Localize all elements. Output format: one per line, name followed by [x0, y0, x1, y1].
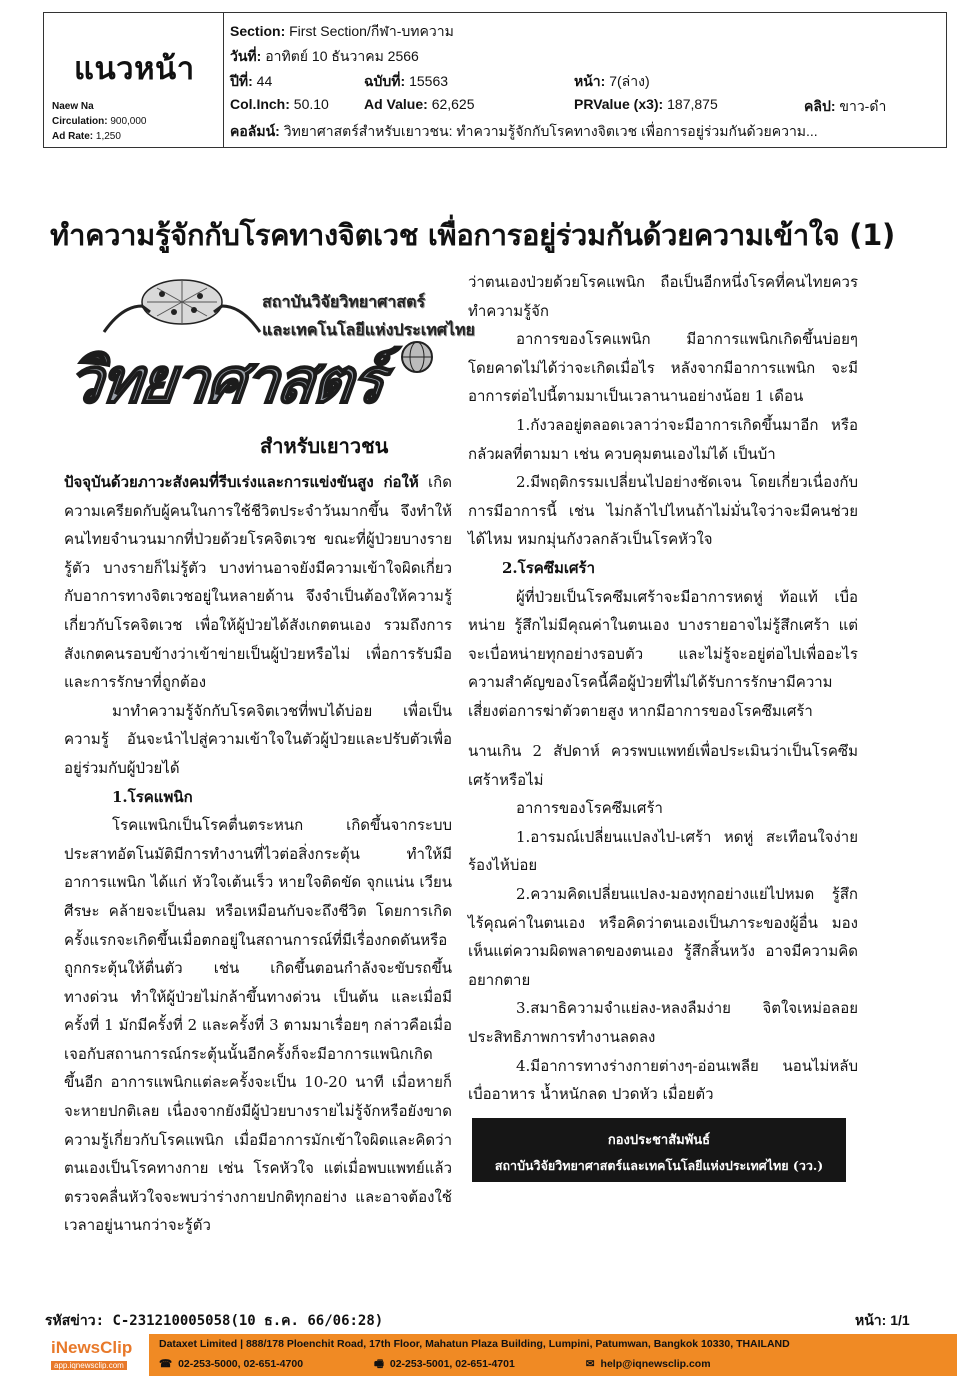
publication-panel [44, 13, 224, 147]
lead-bold-text: ปัจจุบันด้วยภาวะสังคมที่รีบเร่งและการแข่งขันสูง ก่อให้ [64, 473, 419, 491]
year-label: ปีที่: [230, 73, 253, 89]
circulation-value: 900,000 [110, 116, 147, 127]
article-lead [64, 468, 452, 697]
provider-email: help@iqnewsclip.com [600, 1358, 711, 1370]
publication-en: Naew Na [52, 101, 94, 112]
article-paragraph: ผู้ที่ป่วยเป็นโรคซึมเศร้าจะมีอาการหดหู่ ท้อแท้ เบื่อหน่าย รู้สึกไม่มีคุณค่าในตนเอง บางรายอาจไม่รู้สึกเศร้า แต่จะเบื่อหน่ายทุกอย่างรอบตัว และไม่รู้จะอยู่ต่อไปเพื่ออะไร ความสำคัญของโรคนี้คือผู้ป่วยที่ไม่ได้รับการรักษามีความเสี่ยงต่อการฆ่าตัวตายสูง หากมีอาการของโรคซึมเศร้า [468, 587, 858, 720]
publication-name: แนวหน้า [74, 51, 195, 87]
provider-address: Dataxet Limited | 888/178 Ploenchit Road, 17th Floor, Mahatun Plaza Building, Lumpini, Patumwan, Bangkok 10330, THAILAND [159, 1338, 790, 1350]
logo-wordmark: วิทยาศาสตร์ [64, 344, 387, 417]
article-column-left [64, 468, 452, 1240]
hands-globe-icon [102, 266, 262, 336]
clipping-header [43, 12, 947, 148]
footer-bar [45, 1334, 957, 1376]
clip-label: คลิป: [804, 98, 836, 114]
phone-icon: ☎ [159, 1358, 173, 1370]
date-value: อาทิตย์ 10 ธันวาคม 2566 [265, 48, 419, 64]
prvalue-value: 187,875 [667, 96, 718, 112]
adrate-value: 1,250 [95, 131, 121, 142]
article-headline: ทำความรู้จักกับโรคทางจิตเวช เพื่อการอยู่ร่วมกันด้วยความเข้าใจ (1) [50, 218, 895, 252]
author-credit-box [472, 1118, 846, 1182]
article-paragraph: อาการของโรคซึมเศร้า [516, 799, 663, 818]
clip-metadata [224, 13, 946, 147]
publication-meta [52, 99, 147, 144]
provider-phone: 02-253-5000, 02-651-4700 [178, 1358, 304, 1370]
article-paragraph: มาทำความรู้จักกับโรคจิตเวชที่พบได้บ่อย เพื่อเป็นความรู้ อันจะนำไปสู่ความเข้าใจในตัวผู้ป่วยและปรับตัวเพื่ออยู่ร่วมกับผู้ป่วยได้ [64, 701, 452, 777]
newsclip-logo [45, 1334, 149, 1376]
section-value: First Section/กีฬา-บทความ [289, 23, 454, 39]
article-list-item: 4.มีอาการทางร่างกายต่างๆ-อ่อนเพลีย นอนไม่หลับ เบื่ออาหาร น้ำหนักลด ปวดหัว เมื่อยตัว [468, 1056, 858, 1104]
provider-info [149, 1334, 957, 1376]
circulation-label: Circulation: [52, 116, 108, 127]
credit-department: กองประชาสัมพันธ์ [607, 1133, 711, 1148]
colinch-value: 50.10 [293, 96, 329, 112]
advalue-label: Ad Value: [364, 96, 428, 112]
clip-value: ขาว-ดำ [839, 98, 887, 114]
article-paragraph: อาการของโรคแพนิก มีอาการแพนิกเกิดขึ้นบ่อยๆ โดยคาดไม่ได้ว่าจะเกิดเมื่อไร หลังจากมีอาการแพนิก จะมีอาการต่อไปนี้ตามมาเป็นเวลานานอย่างน้อย 1 เดือน [468, 330, 858, 406]
globe-icon [400, 340, 434, 374]
provider-fax: 02-253-5001, 02-651-4701 [389, 1358, 515, 1370]
section-label: Section: [230, 23, 286, 39]
page-counter: หน้า: 1/1 [855, 1312, 910, 1328]
article-list-item: 3.สมาธิความจำแย่ลง-หลงลืมง่าย จิตใจเหม่อลอย ประสิทธิภาพการทำงานลดลง [468, 999, 858, 1046]
article-paragraph: โรคแพนิกเป็นโรคตื่นตระหนก เกิดขึ้นจากระบบประสาทอัตโนมัติมีการทำงานที่ไวต่อสิ่งกระตุ้น ทำให้มีอาการแพนิก ได้แก่ หัวใจเต้นเร็ว หายใจติดขัด จุกแน่น เวียนศีรษะ คล้ายจะเป็นลม หรือเหมือนกับจะถึงชีวิต โดยการเกิดครั้งแรกจะเกิดขึ้นเมื่อตกอยู่ในสถานการณ์ที่มีเรื่องกดดันหรือถูกกระตุ้นให้ตื่นตัว เช่น เกิดขึ้นตอนกำลังจะขับรถขึ้นทางด่วน ทำให้ผู้ป่วยไม่กล้าขึ้นทางด่วน เป็นต้น และเมื่อมีครั้งที่ 1 มักมีครั้งที่ 2 และครั้งที่ 3 ตามมาเรื่อยๆ กล่าวคือเมื่อเจอกับสถานการณ์กระตุ้นนั้นอีกครั้งก็จะมีอาการแพนิกเกิดขึ้นอีก อาการแพนิกแต่ละครั้งจะเป็น 10-20 นาที เมื่อหายก็จะหายปกติเลย เนื่องจากยังมีผู้ป่วยบางรายไม่รู้จักหรือยังขาดความรู้เกี่ยวกับโรคแพนิก เมื่อมีอาการมักเข้าใจผิดและคิดว่าตนเองเป็นโรคทางกาย เช่น โรคหัวใจ แต่เมื่อพบแพทย์แล้วตรวจคลื่นหัวใจจะพบว่าร่างกายปกติทุกอย่าง และอาจต้องใช้เวลาอยู่นานกว่าจะรู้ตัว [64, 816, 452, 1235]
article-column-right [468, 268, 858, 726]
article-list-item: 1.กังวลอยู่ตลอดเวลาว่าจะมีอาการเกิดขึ้นมาอีก หรือกลัวผลที่ตามมา เช่น ควบคุมตนเองไม่ได้ เป็นบ้า [468, 415, 858, 463]
issue-label: ฉบับที่: [364, 73, 406, 89]
email-icon: ✉ [585, 1358, 595, 1370]
newsclip-url: app.iqnewsclip.com [51, 1361, 127, 1370]
newsclip-brand: iNewsClip [51, 1338, 133, 1357]
article-list-item: 2.ความคิดเปลี่ยนแปลง-มองทุกอย่างแย่ไปหมด รู้สึกไร้คุณค่าในตนเอง หรือคิดว่าตนเองเป็นภาระของผู้อื่น มองเห็นแต่ความผิดพลาดของตนเอง รู้สึกสิ้นหวัง อาจมีความคิดอยากตาย [468, 884, 858, 989]
provider-contacts [159, 1356, 779, 1374]
column-value: วิทยาศาสตร์สำหรับเยาวชน: ทำความรู้จักกับโรคทางจิตเวช เพื่อการอยู่ร่วมกันด้วยความ... [283, 123, 818, 139]
prvalue-label: PRValue (x3): [574, 96, 664, 112]
logo-subtitle: สำหรับเยาวชน [260, 434, 389, 458]
lead-text: เกิดความเครียดกับผู้คนในการใช้ชีวิตประจำวันมากขึ้น จึงทำให้คนไทยจำนวนมากที่ป่วยด้วยโรคจิตเวช ขณะที่ผู้ป่วยบางรายรู้ตัว บางรายก็ไม่รู้ตัว บางท่านอาจยังมีความเข้าใจผิดเกี่ยวกับอาการทางจิตเวชอยู่ในหลายด้าน จึงจำเป็นต้องให้ความรู้เกี่ยวกับโรคจิตเวช เพื่อให้ผู้ป่วยได้สังเกตตนเอง รวมถึงการสังเกตคนรอบข้างว่าเข้าข่ายเป็นผู้ป่วยหรือไม่ เพื่อการรับมือและการรักษาที่ถูกต้อง [64, 473, 452, 692]
column-logo [62, 266, 475, 462]
year-value: 44 [256, 73, 273, 89]
section-heading-panic: 1.โรคแพนิก [112, 787, 193, 806]
article-paragraph: ว่าตนเองป่วยด้วยโรคแพนิก ถือเป็นอีกหนึ่งโรคที่คนไทยควรทำความรู้จัก [468, 273, 858, 320]
news-code: รหัสข่าว: C-231210005058(10 ธ.ค. 66/06:28) [45, 1313, 384, 1329]
colinch-label: Col.Inch: [230, 96, 290, 112]
column-label: คอลัมน์: [230, 123, 280, 139]
logo-org-line1: สถาบันวิจัยวิทยาศาสตร์ [262, 292, 426, 311]
article-paragraph: นานเกิน 2 สัปดาห์ ควรพบแพทย์เพื่อประเมินว่าเป็นโรคซึมเศร้าหรือไม่ [468, 742, 858, 789]
advalue-value: 62,625 [431, 96, 475, 112]
article-list-item: 2.มีพฤติกรรมเปลี่ยนไปอย่างชัดเจน โดยเกี่ยวเนื่องกับการมีอาการนี้ เช่น ไม่กล้าไปไหนถ้าไม่มั่นใจว่าจะมีคนช่วยได้ไหม หมกมุ่นกังวลกลัวเป็นโรคหัวใจ [468, 473, 858, 549]
date-label: วันที่: [230, 48, 262, 64]
credit-organization: สถาบันวิจัยวิทยาศาสตร์และเทคโนโลยีแห่งประเทศไทย (วว.) [494, 1158, 824, 1173]
adrate-label: Ad Rate: [52, 131, 94, 142]
issue-value: 15563 [409, 73, 449, 89]
section-heading-depression: 2.โรคซึมเศร้า [502, 558, 596, 577]
fax-icon: 🖷 [373, 1358, 384, 1370]
page-value: 7(ล่าง) [609, 73, 650, 89]
page-label: หน้า: [574, 73, 606, 89]
article-list-item: 1.อารมณ์เปลี่ยนแปลงไป-เศร้า หดหู่ สะเทือนใจง่าย ร้องไห้บ่อย [468, 827, 858, 875]
article-column-right-continued [468, 737, 858, 1109]
logo-org-line2: และเทคโนโลยีแห่งประเทศไทย [262, 320, 475, 339]
